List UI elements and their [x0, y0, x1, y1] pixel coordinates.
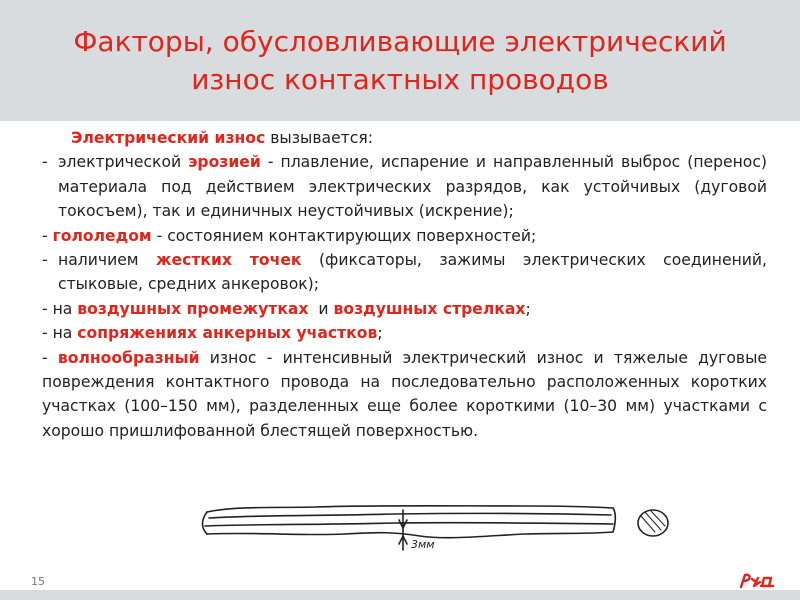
list-item-anchor-joints — [42, 321, 767, 345]
slide-title-line-1: Факторы, обусловливающие электрический — [73, 24, 727, 58]
item-pre: электрической — [58, 153, 189, 172]
line-highlight: сопряжениях анкерных участков — [77, 324, 378, 343]
item-pre: наличием — [58, 251, 157, 270]
footer-bar — [0, 590, 800, 600]
item-post: - состоянием контактирующих поверхностей; — [151, 226, 537, 245]
line-post: ; — [525, 299, 531, 318]
line-pre: - на — [42, 299, 78, 318]
list-item-erosion — [42, 150, 767, 223]
list-item-text — [54, 248, 767, 297]
wire-lower-stripe — [205, 523, 613, 526]
wire-wear-drawing — [195, 490, 705, 565]
cross-section-hatch — [641, 511, 665, 532]
wire-right-end — [613, 508, 615, 532]
item-highlight: эрозией — [188, 153, 261, 172]
page-number: 15 — [31, 575, 45, 588]
line-highlight-2: воздушных стрелках — [333, 299, 526, 318]
item-highlight: жестких точек — [156, 251, 302, 270]
header-banner — [0, 0, 800, 121]
line-highlight: волнообразный — [57, 348, 200, 367]
slide-body — [42, 126, 767, 443]
line-pre: - — [42, 348, 58, 367]
list-dash: - — [42, 226, 48, 245]
item-post: (фиксаторы, зажимы электрических соединений, стыковые, средних анкеровок); — [58, 251, 767, 294]
intro-rest: вызывается: — [265, 129, 373, 147]
line-post: износ - интенсивный электрический износ и тяжелые дуговые повреждения контактного провода на последовательно расположенных коротких участках (100–150 мм), разделенных еще более короткими (10–30 мм) участками с хорошо пришлифованной блестящей поверхностью. — [42, 348, 767, 440]
line-pre: - на — [42, 324, 78, 343]
list-item-air-gaps — [42, 297, 767, 321]
slide-title-line-2: износ контактных проводов — [191, 62, 609, 96]
wire-cross-section — [638, 510, 668, 536]
slide-title — [40, 23, 760, 99]
line-mid: и — [308, 299, 334, 318]
line-highlight-1: воздушных промежутках — [77, 299, 309, 318]
list-item-hard-points — [42, 248, 767, 297]
wire-left-end — [203, 512, 208, 534]
item-highlight: гололедом — [52, 226, 152, 245]
wire-top-edge — [207, 506, 613, 512]
rzd-logo — [738, 570, 778, 590]
intro-highlight: Электрический износ — [71, 129, 266, 147]
dimension-label: 3мм — [411, 538, 435, 551]
item-post: - плавление, испарение и направленный выброс (перенос) материала под действием электрических разрядов, как устойчивых (дуговой токосъем), так и единичных неустойчивых (искрение); — [58, 153, 768, 221]
line-post: ; — [377, 324, 383, 343]
list-item-text — [54, 150, 767, 223]
list-dash: - — [42, 153, 48, 172]
list-item-wave-wear — [42, 346, 767, 444]
list-item-ice — [42, 224, 767, 248]
intro-line — [42, 126, 767, 150]
wire-upper-stripe — [209, 513, 611, 518]
list-dash: - — [42, 251, 48, 270]
wire-worn-bottom-edge — [207, 532, 613, 538]
